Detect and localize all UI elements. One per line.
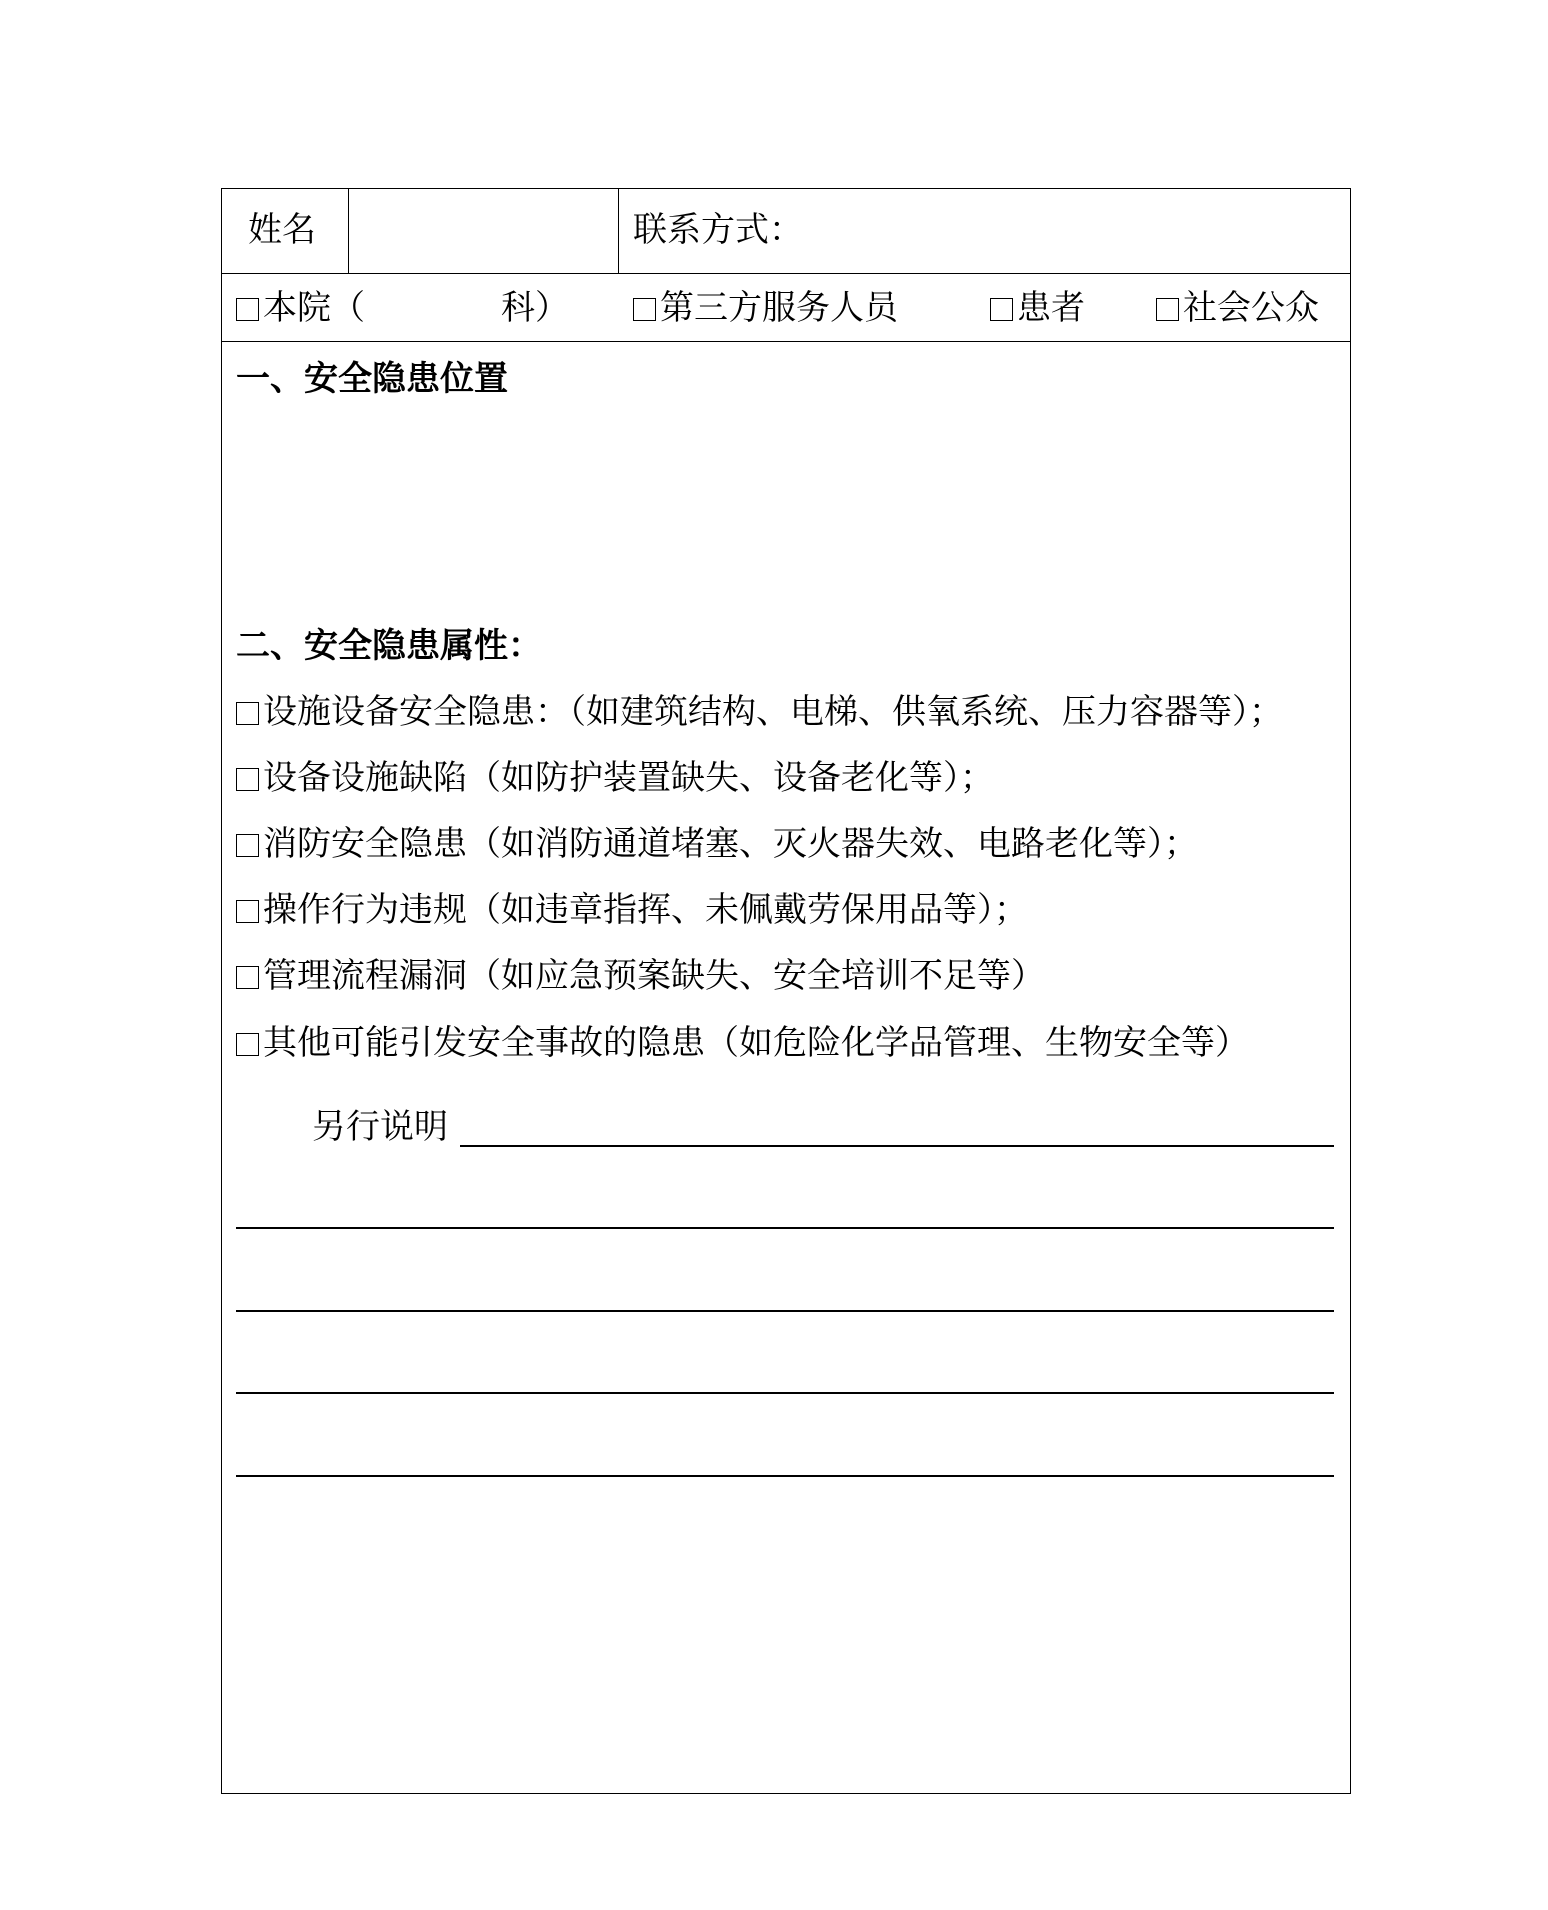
identity-option-third-party[interactable] <box>633 288 898 328</box>
section-attribute-title: 二、安全隐患属性： <box>236 626 542 666</box>
note-line[interactable] <box>236 1392 1334 1394</box>
checkbox-icon[interactable] <box>236 900 259 923</box>
attribute-option[interactable] <box>236 1023 1249 1063</box>
attribute-label: 其他可能引发安全事故的隐患（如危险化学品管理、生物安全等） <box>263 1023 1249 1063</box>
note-line[interactable] <box>236 1475 1334 1477</box>
option-label: 本院（ <box>263 288 365 328</box>
attribute-label: 管理流程漏洞（如应急预案缺失、安全培训不足等） <box>263 956 1045 996</box>
checkbox-icon[interactable] <box>236 966 259 989</box>
attribute-option[interactable] <box>236 758 994 798</box>
contact-label: 联系方式： <box>633 210 803 250</box>
identity-option-patient[interactable] <box>990 288 1085 328</box>
name-field[interactable] <box>349 189 619 273</box>
checkbox-icon[interactable] <box>236 702 259 725</box>
note-line[interactable] <box>236 1227 1334 1229</box>
option-label: 第三方服务人员 <box>660 288 898 328</box>
attribute-option[interactable] <box>236 956 1045 996</box>
identity-row <box>222 274 1350 342</box>
location-input-area[interactable] <box>236 409 1336 589</box>
checkbox-icon[interactable] <box>990 298 1013 321</box>
checkbox-icon[interactable] <box>236 768 259 791</box>
attribute-option[interactable] <box>236 692 1283 732</box>
option-label: 科） <box>501 288 569 328</box>
option-label: 社会公众 <box>1183 288 1319 328</box>
contact-field[interactable] <box>619 189 1350 273</box>
identity-option-public[interactable] <box>1156 288 1319 328</box>
checkbox-icon[interactable] <box>236 1033 259 1056</box>
attribute-label: 消防安全隐患（如消防通道堵塞、灭火器失效、电路老化等）； <box>263 824 1198 864</box>
checkbox-icon[interactable] <box>633 298 656 321</box>
attribute-label: 操作行为违规（如违章指挥、未佩戴劳保用品等）； <box>263 890 1028 930</box>
header-row <box>222 189 1350 274</box>
name-label-cell <box>222 189 349 273</box>
checkbox-icon[interactable] <box>236 834 259 857</box>
name-label: 姓名 <box>248 210 316 250</box>
attribute-option[interactable] <box>236 890 1028 930</box>
note-line[interactable] <box>460 1145 1334 1147</box>
checkbox-icon[interactable] <box>1156 298 1179 321</box>
attribute-label: 设施设备安全隐患：（如建筑结构、电梯、供氧系统、压力容器等）； <box>263 692 1283 732</box>
attribute-label: 设备设施缺陷（如防护装置缺失、设备老化等）； <box>263 758 994 798</box>
note-line[interactable] <box>236 1310 1334 1312</box>
identity-option-hospital[interactable] <box>236 288 569 328</box>
hazard-report-form <box>221 188 1351 1794</box>
additional-note-label: 另行说明 <box>312 1107 448 1147</box>
checkbox-icon[interactable] <box>236 298 259 321</box>
option-label: 患者 <box>1017 288 1085 328</box>
section-location-title: 一、安全隐患位置 <box>236 359 508 399</box>
attribute-option[interactable] <box>236 824 1198 864</box>
